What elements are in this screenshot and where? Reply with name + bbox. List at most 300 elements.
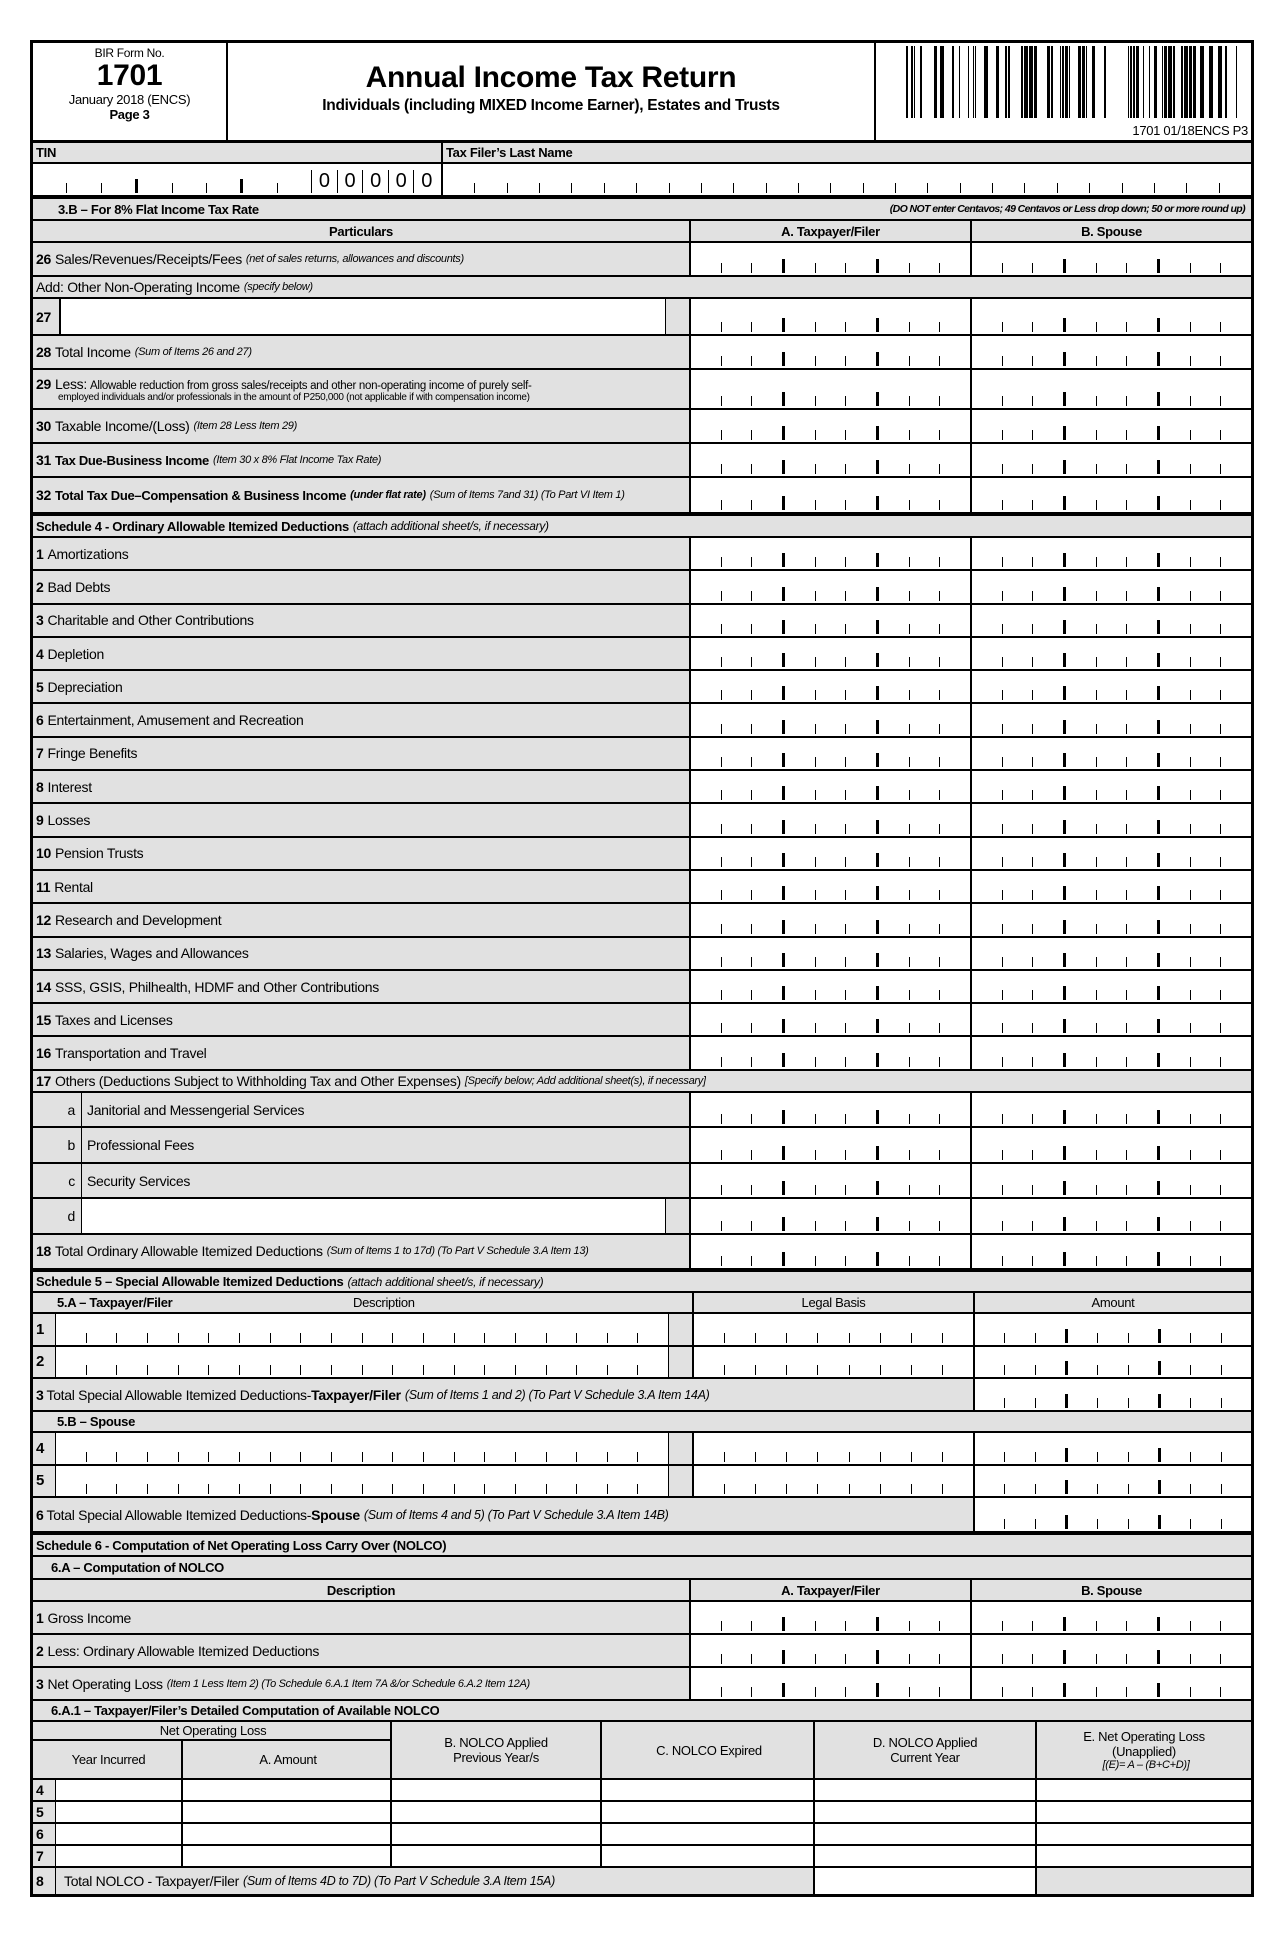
digit-slot: [1190, 1333, 1220, 1343]
digit-slot: [786, 1333, 817, 1343]
digit-slot: [1002, 1023, 1033, 1033]
amount-taxpayer[interactable]: [689, 243, 970, 275]
digit-slot: [845, 1057, 876, 1067]
digit-slot: [116, 1452, 147, 1462]
digit-slot: [972, 624, 1002, 634]
tick-marks: [691, 1146, 970, 1160]
digit-slot: [484, 1484, 515, 1494]
amount-input[interactable]: [973, 1433, 1251, 1464]
digit-slot: [1065, 1394, 1097, 1408]
digit-slot: [876, 1146, 909, 1160]
item-number: 15: [36, 1011, 51, 1028]
nolco-applied-current-input[interactable]: [813, 1802, 1035, 1822]
digit-slot: [876, 1019, 909, 1033]
digit-slot: [880, 1452, 911, 1462]
digit-slot: [909, 724, 940, 734]
tick-marks: [972, 1053, 1251, 1067]
item-letter: c: [68, 1172, 75, 1189]
digit-slot: [423, 1484, 454, 1494]
amount-spouse[interactable]: [970, 444, 1251, 476]
amount-spouse[interactable]: [970, 1093, 1251, 1127]
amount-spouse[interactable]: [970, 1128, 1251, 1162]
amount-taxpayer[interactable]: [689, 538, 970, 569]
digit-slot: [876, 686, 909, 700]
digit-slot: [751, 1687, 782, 1697]
amount-spouse[interactable]: [970, 370, 1251, 408]
nolco-applied-previous-input[interactable]: [390, 1780, 600, 1800]
digit-slot: [751, 1057, 782, 1067]
amount-taxpayer[interactable]: [689, 838, 970, 869]
amount-spouse[interactable]: [970, 1602, 1251, 1633]
digit-slot: [782, 587, 815, 601]
digit-slot: [576, 1452, 607, 1462]
digit-slot: [1190, 1057, 1221, 1067]
amount-spouse[interactable]: [970, 538, 1251, 569]
digit-slot: [849, 1365, 880, 1375]
amount-spouse[interactable]: [970, 1004, 1251, 1035]
item-label: Sales/Revenues/Receipts/Fees: [54, 251, 242, 267]
digit-slot: [1126, 857, 1157, 867]
digit-slot: [815, 757, 846, 767]
tick-marks: [972, 953, 1251, 967]
digit-slot: [942, 1484, 973, 1494]
digit-slot: [876, 1181, 909, 1195]
digit-slot: [56, 1365, 86, 1375]
digit-slot: [721, 1185, 752, 1195]
digit-slot: [1154, 183, 1186, 193]
digit-slot: [208, 1333, 239, 1343]
amount-taxpayer[interactable]: [689, 410, 970, 442]
nolco-applied-current-input[interactable]: [813, 1780, 1035, 1800]
digit-slot: [1220, 1621, 1251, 1631]
digit-slot: [1032, 1185, 1063, 1195]
digit-slot: [300, 1452, 331, 1462]
amount-spouse[interactable]: [970, 1164, 1251, 1198]
legal-basis-input[interactable]: [692, 1466, 973, 1497]
digit-slot: [751, 1256, 782, 1266]
barcode-bar: [1092, 46, 1095, 118]
barcode-bar: [1104, 46, 1106, 118]
amount-taxpayer[interactable]: [689, 804, 970, 835]
digit-slot: [815, 1023, 846, 1033]
digit-slot: [972, 857, 1002, 867]
item-note: (Item 1 Less Item 2) (To Schedule 6.A.1 Item 7A &/or Schedule 6.A.2 Item 12A): [166, 1677, 530, 1690]
item-line2: employed individuals and/or professionals in the amount of P250,000 (not applicable if with compensation income): [58, 391, 530, 403]
amount-taxpayer[interactable]: [689, 1635, 970, 1666]
digit-slot: [909, 1023, 940, 1033]
year-incurred-input[interactable]: [55, 1780, 181, 1800]
digit-slot: [939, 757, 970, 767]
nolco-applied-previous-input[interactable]: [390, 1824, 600, 1844]
digit-slot: [1063, 460, 1096, 474]
digit-slot: [815, 557, 846, 567]
digit-slot: [782, 1110, 815, 1124]
amount-taxpayer[interactable]: [689, 1164, 970, 1198]
digit-slot: [1032, 464, 1063, 474]
form-header: [33, 43, 1251, 143]
item-17b: [33, 1128, 689, 1162]
legal-basis-input[interactable]: [692, 1347, 973, 1378]
amount-spouse[interactable]: [970, 410, 1251, 442]
digit-slot: [1035, 1484, 1065, 1494]
digit-slot: [782, 686, 815, 700]
schedule-6a-header: [33, 1557, 1251, 1580]
item-number: 2: [36, 1642, 44, 1659]
amount-taxpayer[interactable]: [689, 478, 970, 512]
digit-slot: [876, 1683, 909, 1697]
digit-slot: [1190, 757, 1221, 767]
barcode-bar: [1225, 46, 1227, 118]
amount-spouse[interactable]: [970, 638, 1251, 669]
amount-spouse[interactable]: [970, 771, 1251, 802]
digit-slot: [1158, 1361, 1190, 1375]
digit-slot: [270, 1365, 301, 1375]
digit-slot: [1002, 824, 1033, 834]
digit-slot: [845, 356, 876, 366]
digit-slot: [1097, 1365, 1127, 1375]
digit-slot: [1004, 1484, 1034, 1494]
net-operating-loss-input[interactable]: [1035, 1846, 1251, 1866]
amount-spouse[interactable]: [970, 904, 1251, 935]
digit-slot: [33, 183, 66, 193]
nolco-applied-current-input[interactable]: [813, 1824, 1035, 1844]
digit-slot: [147, 1365, 178, 1375]
digit-slot: [1063, 259, 1096, 273]
specify-input[interactable]: [59, 299, 665, 334]
tick-marks: [975, 1361, 1251, 1375]
nolco-expired-input[interactable]: [600, 1780, 813, 1800]
amount-spouse[interactable]: [970, 871, 1251, 902]
total-amount[interactable]: [973, 1498, 1251, 1531]
item-row-6: [33, 704, 1251, 737]
description-input[interactable]: [55, 1433, 668, 1464]
digit-slot: [911, 1333, 942, 1343]
digit-slot: [939, 657, 970, 667]
item-10: [33, 838, 689, 869]
legal-basis-input[interactable]: [692, 1314, 973, 1345]
digit-slot: [972, 263, 1002, 273]
amount-spouse[interactable]: [970, 243, 1251, 275]
digit-slot: [1063, 1217, 1096, 1231]
net-operating-loss-input[interactable]: [1035, 1780, 1251, 1800]
digit-slot: [392, 1365, 423, 1375]
tick-marks: [972, 920, 1251, 934]
net-operating-loss-input[interactable]: [1035, 1824, 1251, 1844]
amount-taxpayer[interactable]: [689, 299, 970, 334]
digit-slot: [721, 1023, 752, 1033]
item-row-3: [33, 1668, 1251, 1701]
digit-slot: [782, 259, 815, 273]
digit-slot: [270, 1484, 301, 1494]
amount-spouse[interactable]: [970, 478, 1251, 512]
amount-spouse[interactable]: [970, 838, 1251, 869]
digit-slot: [1004, 1519, 1034, 1529]
digit-slot: [691, 890, 721, 900]
amount-input[interactable]: [181, 1802, 390, 1822]
barcode-bar: [1162, 46, 1163, 118]
item-label: Gross Income: [47, 1609, 132, 1626]
digit-slot: [815, 957, 846, 967]
amount-taxpayer[interactable]: [689, 1602, 970, 1633]
digit-slot: [939, 1654, 970, 1664]
item-row-5: [33, 671, 1251, 704]
amount-spouse[interactable]: [970, 671, 1251, 702]
digit-slot: [721, 857, 752, 867]
item-18: [33, 1235, 689, 1268]
digit-slot: [1063, 553, 1096, 567]
digit-slot: [178, 1365, 209, 1375]
subheading-note: [Specify below; Add additional sheet(s), if necessary]: [464, 1074, 706, 1087]
amount-taxpayer[interactable]: [689, 1235, 970, 1268]
item-number: 2: [36, 578, 44, 595]
digit-slot: [1096, 430, 1127, 440]
digit-slot: [691, 624, 721, 634]
amount-input[interactable]: [973, 1314, 1251, 1345]
tin-input-row: [33, 164, 1251, 199]
tick-marks: [972, 653, 1251, 667]
digit-slot: [909, 1621, 940, 1631]
digit-slot: [909, 322, 940, 332]
amount-spouse[interactable]: [970, 971, 1251, 1002]
item-label: Less: Ordinary Allowable Itemized Deductions: [47, 1642, 320, 1659]
description-input[interactable]: [55, 1347, 668, 1378]
digit-slot: [691, 557, 721, 567]
amount-spouse[interactable]: [970, 1235, 1251, 1268]
bir-form-1701-page3: [30, 40, 1254, 1897]
amount-taxpayer[interactable]: [689, 738, 970, 769]
digit-slot: [1126, 724, 1157, 734]
digit-slot: [691, 857, 721, 867]
digit-slot: [300, 1365, 331, 1375]
digit-slot: [1157, 820, 1190, 834]
amount-input[interactable]: [181, 1824, 390, 1844]
net-operating-loss-input[interactable]: [1035, 1802, 1251, 1822]
digit-slot: [1032, 724, 1063, 734]
item-31: [33, 444, 689, 476]
barcode-bar: [1034, 46, 1037, 118]
amount-spouse[interactable]: [970, 1037, 1251, 1068]
item-number: 9: [36, 812, 44, 829]
amount-spouse[interactable]: [970, 938, 1251, 969]
digit-slot: [607, 1452, 638, 1462]
amount-taxpayer[interactable]: [689, 871, 970, 902]
amount-spouse[interactable]: [970, 571, 1251, 602]
tick-marks: [972, 720, 1251, 734]
nolco-applied-previous-input[interactable]: [390, 1846, 600, 1866]
item-row-12: [33, 904, 1251, 937]
tick-marks: [972, 496, 1251, 510]
digit-slot: [1190, 1484, 1220, 1494]
barcode-bar: [1181, 46, 1183, 118]
digit-slot: [1190, 924, 1221, 934]
digit-slot: [798, 183, 830, 193]
item-number: 29: [36, 375, 51, 392]
digit-slot: [515, 1452, 546, 1462]
digit-slot: [691, 1654, 721, 1664]
digit-slot: [876, 1617, 909, 1631]
digit-slot: [782, 352, 815, 366]
amount-spouse[interactable]: [970, 1668, 1251, 1699]
col-nolco-applied-previous: [390, 1722, 600, 1778]
amount-taxpayer[interactable]: [689, 671, 970, 702]
amount-spouse[interactable]: [970, 804, 1251, 835]
digit-slot: [939, 1023, 970, 1033]
digit-slot: [1157, 460, 1190, 474]
digit-slot: [721, 1687, 752, 1697]
digit-slot: [909, 591, 940, 601]
amount-input[interactable]: [181, 1846, 390, 1866]
amount-input[interactable]: [181, 1780, 390, 1800]
year-incurred-input[interactable]: [55, 1824, 181, 1844]
digit-slot: [1032, 263, 1063, 273]
item-number: 4: [36, 645, 44, 662]
total-amount[interactable]: [973, 1379, 1251, 1410]
digit-slot: [972, 890, 1002, 900]
digit-slot: [817, 1452, 848, 1462]
specify-input[interactable]: [81, 1199, 665, 1233]
digit-slot: [1157, 1110, 1190, 1124]
digit-slot: [815, 924, 846, 934]
amount-spouse[interactable]: [970, 704, 1251, 735]
digit-slot: [1190, 890, 1221, 900]
amount-taxpayer[interactable]: [689, 771, 970, 802]
form-subtitle: Individuals (including MIXED Income Earner), Estates and Trusts: [322, 97, 780, 114]
amount-taxpayer[interactable]: [689, 704, 970, 735]
amount-taxpayer[interactable]: [689, 1199, 970, 1233]
item-row-29: [33, 370, 1251, 410]
digit-slot: [939, 624, 970, 634]
amount-spouse[interactable]: [970, 605, 1251, 636]
digit-slot: [1032, 1221, 1063, 1231]
digit-slot: [1096, 724, 1127, 734]
digit-slot: [1096, 757, 1127, 767]
last-name-input[interactable]: [441, 164, 1251, 195]
nolco-expired-input[interactable]: [600, 1824, 813, 1844]
digit-slot: [815, 990, 846, 1000]
digit-slot: [1190, 690, 1221, 700]
digit-slot: [909, 757, 940, 767]
item-7: [33, 738, 689, 769]
amount-taxpayer[interactable]: [689, 444, 970, 476]
item-17a: [33, 1093, 689, 1127]
item-label: Interest: [47, 778, 92, 795]
digit-slot: [751, 1185, 782, 1195]
digit-slot: [939, 1621, 970, 1631]
amount-spouse[interactable]: [970, 299, 1251, 334]
digit-slot: [1032, 356, 1063, 366]
digit-slot: [1096, 1057, 1127, 1067]
amount-taxpayer[interactable]: [689, 605, 970, 636]
amount-taxpayer[interactable]: [689, 638, 970, 669]
digit-slot: [1096, 624, 1127, 634]
tick-marks: [691, 653, 970, 667]
amount-taxpayer[interactable]: [689, 1668, 970, 1699]
digit-slot: [362, 1484, 393, 1494]
item-number: 7: [36, 745, 44, 762]
year-incurred-input[interactable]: [55, 1846, 181, 1866]
digit-slot: [1220, 1114, 1251, 1124]
digit-slot: [751, 790, 782, 800]
amount-taxpayer[interactable]: [689, 1128, 970, 1162]
amount-spouse[interactable]: [970, 738, 1251, 769]
digit-slot: [86, 1365, 117, 1375]
digit-slot: [721, 790, 752, 800]
amount-taxpayer[interactable]: [689, 1004, 970, 1035]
nolco-expired-input[interactable]: [600, 1802, 813, 1822]
digit-slot: [1220, 824, 1251, 834]
nolco-expired-input[interactable]: [600, 1846, 813, 1866]
year-incurred-input[interactable]: [55, 1802, 181, 1822]
digit-slot: [880, 1484, 911, 1494]
total-row: [33, 1498, 1251, 1531]
barcode-bar: [1149, 46, 1150, 118]
digit-slot: [721, 1150, 752, 1160]
amount-taxpayer[interactable]: [689, 904, 970, 935]
digit-slot: [939, 356, 970, 366]
digit-slot: [939, 464, 970, 474]
digit-slot: [1002, 790, 1033, 800]
digit-slot: [691, 322, 721, 332]
digit-slot: [815, 1621, 846, 1631]
amount-input[interactable]: [973, 1466, 1251, 1497]
item-11: [33, 871, 689, 902]
amount-taxpayer[interactable]: [689, 370, 970, 408]
nolco-applied-current-input[interactable]: [813, 1846, 1035, 1866]
digit-slot: [331, 1333, 362, 1343]
total-nolco-applied-input[interactable]: [813, 1868, 1035, 1894]
tick-marks: [691, 1053, 970, 1067]
digit-slot: [909, 857, 940, 867]
amount-taxpayer[interactable]: [689, 971, 970, 1002]
digit-slot: [1128, 1484, 1158, 1494]
digit-slot: [876, 259, 909, 273]
digit-slot: [939, 857, 970, 867]
digit-slot: [607, 1333, 638, 1343]
digit-slot: [1190, 724, 1221, 734]
amount-spouse[interactable]: [970, 336, 1251, 368]
amount-taxpayer[interactable]: [689, 1093, 970, 1127]
digit-slot: [815, 1687, 846, 1697]
tin-input[interactable]: [33, 164, 441, 195]
digit-slot: [1096, 1114, 1127, 1124]
amount-taxpayer[interactable]: [689, 336, 970, 368]
digit-slot: [876, 496, 909, 510]
digit-slot: [755, 1484, 786, 1494]
schedule-6-section: [33, 1535, 1251, 1894]
nolco-applied-previous-input[interactable]: [390, 1802, 600, 1822]
amount-taxpayer[interactable]: [689, 938, 970, 969]
digit-slot: [1221, 1333, 1251, 1343]
description-input[interactable]: [55, 1314, 668, 1345]
digit-slot: [691, 990, 721, 1000]
digit-slot: [1063, 820, 1096, 834]
amount-spouse[interactable]: [970, 1635, 1251, 1666]
item-row-15: [33, 1004, 1251, 1037]
description-input[interactable]: [55, 1466, 668, 1497]
item-12: [33, 904, 689, 935]
digit-slot: [845, 624, 876, 634]
digit-slot: [147, 1333, 178, 1343]
digit-slot: [1126, 500, 1157, 510]
legal-basis-input[interactable]: [692, 1433, 973, 1464]
amount-taxpayer[interactable]: [689, 571, 970, 602]
amount-spouse[interactable]: [970, 1199, 1251, 1233]
tick-marks: [691, 853, 970, 867]
amount-input[interactable]: [973, 1347, 1251, 1378]
digit-slot: [637, 1484, 668, 1494]
digit-slot: [1057, 183, 1089, 193]
amount-taxpayer[interactable]: [689, 1037, 970, 1068]
